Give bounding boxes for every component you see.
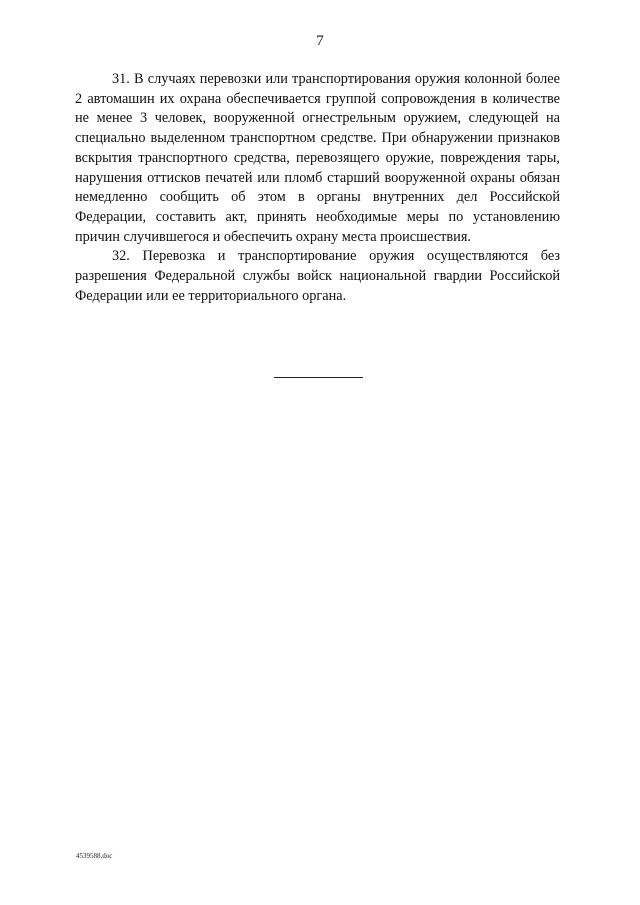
paragraph-31: 31. В случаях перевозки или транспортирования оружия колонной более 2 автомашин их охрана обеспечивается группой сопровождения в количестве не менее 3 человек, вооруженной огнестрельным оружием, следующей на специально выделенном транспортном средстве. При обнаружении признаков вскрытия транспортного средства, перевозящего оружие, повреждения тары, нарушения оттисков печатей или пломб старший вооруженной охраны обязан немедленно сообщить об этом в органы внутренних дел Российской Федерации, составить акт, принять необходимые меры по установлению причин случившегося и обеспечить охрану места происшествия.	[75, 71, 560, 245]
paragraph-32: 32. Перевозка и транспортирование оружия осуществляются без разрешения Федеральной службы войск национальной гвардии Российской Федерации или ее территориального органа.	[75, 248, 560, 304]
document-file-id: 4539588.doc	[76, 852, 113, 860]
document-body	[75, 70, 560, 306]
page-number: 7	[316, 33, 324, 49]
end-of-text-rule	[274, 377, 363, 378]
